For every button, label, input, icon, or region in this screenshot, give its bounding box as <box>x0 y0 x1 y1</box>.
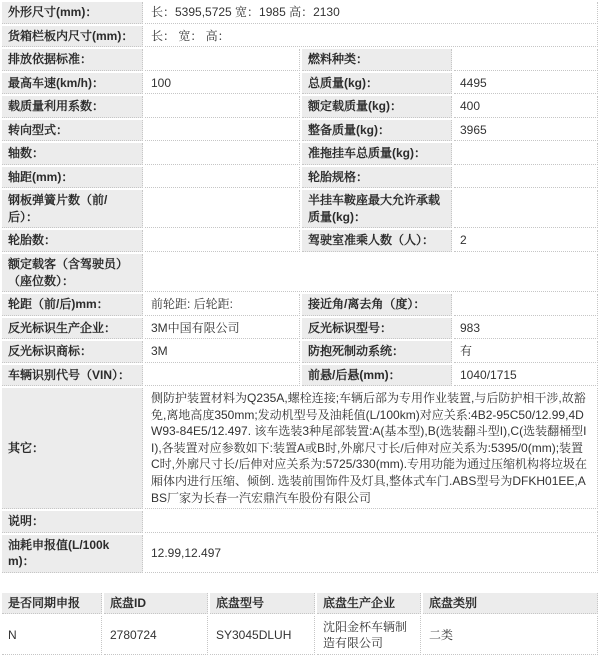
spec-value-cell <box>454 294 598 316</box>
spec-label-cell: 准拖挂车总质量(kg)： <box>302 143 452 165</box>
chassis-data-cell: N <box>2 616 102 655</box>
spec-row <box>2 143 598 165</box>
spec-row <box>2 2 598 24</box>
spec-value-cell <box>145 120 300 142</box>
spec-value-cell <box>145 190 300 228</box>
spec-row <box>2 26 598 48</box>
spec-label-cell: 轴数： <box>2 143 143 165</box>
spec-value-cell: 3M <box>145 341 300 363</box>
spec-label-cell: 前悬/后悬(mm)： <box>302 365 452 387</box>
spec-value-cell <box>145 167 300 189</box>
spec-value-cell <box>145 511 598 533</box>
spec-label-cell: 驾驶室准乘人数（人）： <box>302 230 452 252</box>
spec-value-cell <box>454 143 598 165</box>
chassis-header-cell: 是否同期申报 <box>2 593 102 615</box>
spec-value-cell: 有 <box>454 341 598 363</box>
spec-row <box>2 96 598 118</box>
chassis-data-cell: 沈阳金杯车辆制造有限公司 <box>317 616 421 655</box>
spec-row <box>2 341 598 363</box>
spec-row <box>2 535 598 573</box>
spec-label-cell: 车辆识别代号（VIN）： <box>2 365 143 387</box>
chassis-header-cell: 底盘类别 <box>423 593 598 615</box>
spec-value-cell <box>145 49 300 71</box>
spec-row <box>2 294 598 316</box>
spec-row <box>2 230 598 252</box>
vehicle-spec-table-body <box>2 2 598 573</box>
spec-label-cell: 钢板弹簧片数（前/后）： <box>2 190 143 228</box>
spec-value-cell <box>454 190 598 228</box>
spec-label-cell: 额定载质量(kg)： <box>302 96 452 118</box>
spec-label-cell: 反光标识生产企业： <box>2 318 143 340</box>
chassis-data-cell: 二类 <box>423 616 598 655</box>
spec-label-cell: 油耗申报值(L/100km)： <box>2 535 143 573</box>
spec-label-cell: 接近角/离去角（度）： <box>302 294 452 316</box>
spec-label-cell: 燃料种类： <box>302 49 452 71</box>
spec-value-cell: 100 <box>145 73 300 95</box>
spec-value-cell: 前轮距: 后轮距: <box>145 294 300 316</box>
spec-label-cell: 反光标识商标： <box>2 341 143 363</box>
spec-label-cell: 轮胎数： <box>2 230 143 252</box>
spec-label-cell: 轮距（前/后)mm： <box>2 294 143 316</box>
spec-value-cell: 3M中国有限公司 <box>145 318 300 340</box>
spec-value-cell: 1040/1715 <box>454 365 598 387</box>
spec-row <box>2 120 598 142</box>
spec-row <box>2 73 598 95</box>
spec-value-cell <box>454 49 598 71</box>
spec-label-cell: 半挂车鞍座最大允许承载质量(kg)： <box>302 190 452 228</box>
spec-value-cell <box>145 365 300 387</box>
chassis-info-table <box>0 591 600 657</box>
spec-row <box>2 254 598 292</box>
chassis-data-cell: SY3045DLUH <box>210 616 315 655</box>
spec-value-cell: 400 <box>454 96 598 118</box>
spec-row <box>2 167 598 189</box>
spec-value-cell: 3965 <box>454 120 598 142</box>
spec-value-cell <box>145 230 300 252</box>
spec-row <box>2 190 598 228</box>
spec-value-cell <box>145 96 300 118</box>
spec-row <box>2 318 598 340</box>
spec-label-cell: 轴距(mm)： <box>2 167 143 189</box>
spec-value-cell: 2 <box>454 230 598 252</box>
spec-value-cell: 983 <box>454 318 598 340</box>
chassis-header-row <box>2 593 598 615</box>
spec-row <box>2 365 598 387</box>
spec-value-cell: 长： 宽： 高： <box>145 26 598 48</box>
spec-value-cell: 侧防护装置材料为Q235A,螺栓连接;车辆后部为专用作业装置,与后防护相干涉,故豁免,离地高度350mm;发动机型号及油耗值(L/100km)对应关系:4B2-95C50/12.99,4DW93-84E5/12.497. 该车选装3种尾部装置:A(基本型),B(选装翻斗型I),C(选装翻桶型II),各装置对应参数如下:装置A或B时,外廓尺寸长/后伸对应关系为:5395/0(mm);装置C时,外廓尺寸长/后伸对应关系为:5725/330(mm).专用功能为通过压缩机构将垃圾在厢体内进行压缩、倾倒. 选装前围饰件及灯具,整体式车门.ABS型号为DFKH01EE,ABS厂家为长春一汽宏鼎汽车股份有限公司 <box>145 388 598 509</box>
spec-label-cell: 说明： <box>2 511 143 533</box>
spec-label-cell: 其它： <box>2 388 143 509</box>
chassis-header-cell: 底盘生产企业 <box>317 593 421 615</box>
spec-label-cell: 整备质量(kg)： <box>302 120 452 142</box>
chassis-header-cell: 底盘ID <box>104 593 208 615</box>
spec-value-cell: 12.99,12.497 <box>145 535 598 573</box>
spec-row <box>2 49 598 71</box>
chassis-info-table-body <box>2 593 598 656</box>
spec-value-cell <box>145 143 300 165</box>
spec-value-cell <box>145 254 598 292</box>
spec-row <box>2 388 598 509</box>
chassis-data-cell: 2780724 <box>104 616 208 655</box>
spec-row <box>2 511 598 533</box>
spec-value-cell <box>454 167 598 189</box>
spec-label-cell: 轮胎规格： <box>302 167 452 189</box>
spec-label-cell: 防抱死制动系统： <box>302 341 452 363</box>
spec-label-cell: 反光标识型号： <box>302 318 452 340</box>
spec-value-cell: 4495 <box>454 73 598 95</box>
spec-value-cell: 长：5395,5725 宽：1985 高：2130 <box>145 2 598 24</box>
spec-label-cell: 排放依据标准： <box>2 49 143 71</box>
spec-label-cell: 额定载客（含驾驶员）（座位数）： <box>2 254 143 292</box>
chassis-data-row <box>2 616 598 655</box>
spec-label-cell: 外形尺寸(mm)： <box>2 2 143 24</box>
spec-label-cell: 转向型式： <box>2 120 143 142</box>
chassis-header-cell: 底盘型号 <box>210 593 315 615</box>
spec-label-cell: 货箱栏板内尺寸(mm)： <box>2 26 143 48</box>
spec-label-cell: 最高车速(km/h)： <box>2 73 143 95</box>
spec-label-cell: 总质量(kg)： <box>302 73 452 95</box>
spec-label-cell: 载质量利用系数： <box>2 96 143 118</box>
